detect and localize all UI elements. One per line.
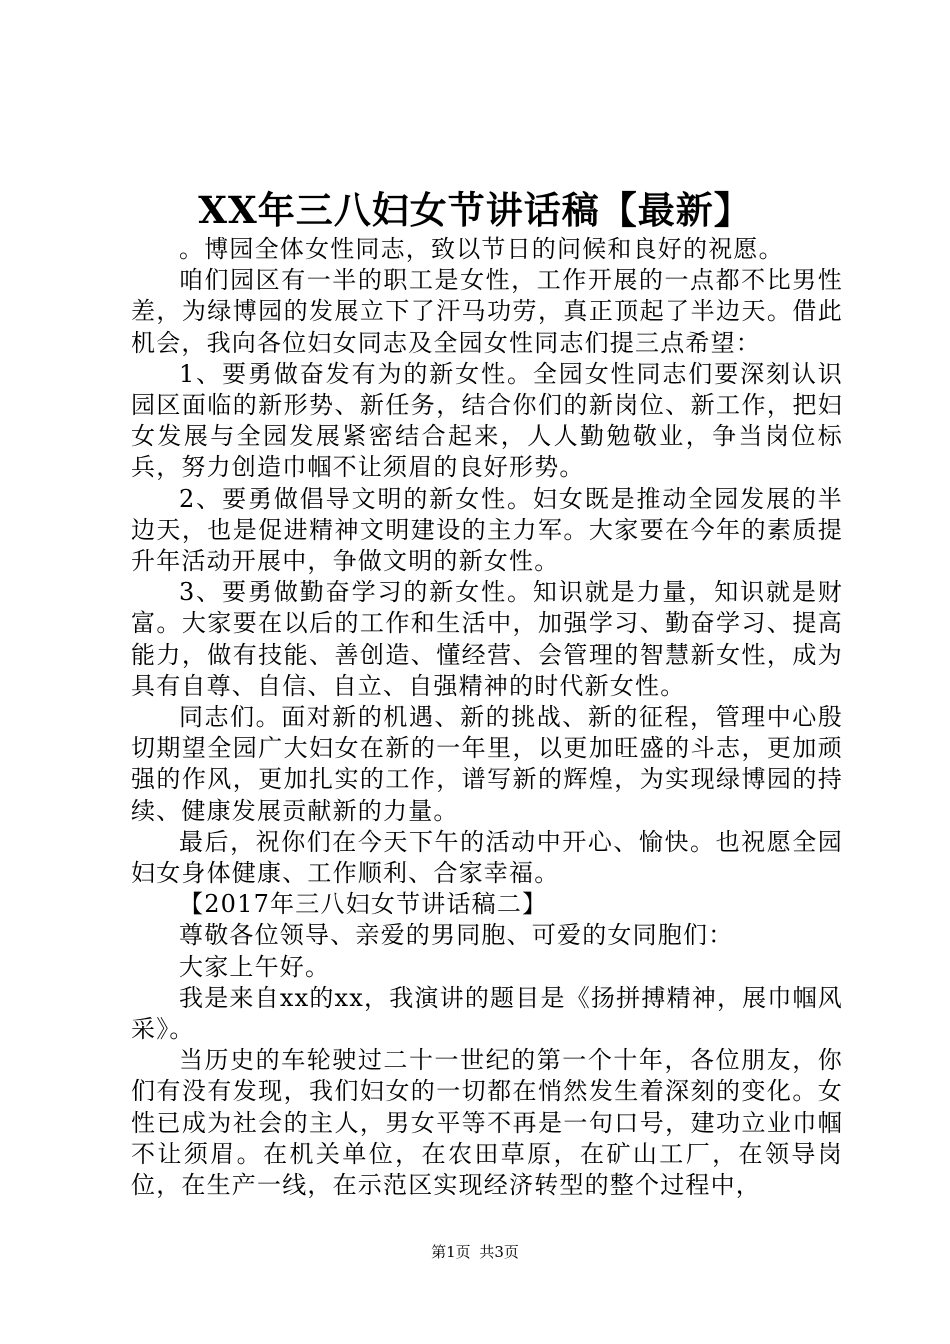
paragraph: 大家上午好。 [179,952,331,981]
page-title: XX年三八妇女节讲话稿【最新】 [198,188,752,232]
section-heading: 【2017年三八妇女节讲话稿二】 [179,890,548,919]
paragraph: 。博园全体女性同志，致以节日的问候和良好的祝愿。 [179,235,784,263]
paragraph: 同志们。面对新的机遇、新的挑战、新的征程，管理中心殷切期望全园广大妇女在新的一年里，以更加旺盛的斗志，更加顽强的作风，更加扎实的工作，谱写新的辉煌，为实现绿博园的持续、健康发展贡献新的力量。 [131,703,843,825]
page-number: 第1页 [431,1243,471,1261]
page-total: 共3页 [479,1243,519,1261]
paragraph: 咱们园区有一半的职工是女性，工作开展的一点都不比男性差，为绿博园的发展立下了汗马功劳，真正顶起了半边天。借此机会，我向各位妇女同志及全园女性同志们提三点希望： [131,266,843,357]
paragraph: 尊敬各位领导、亲爱的男同胞、可爱的女同胞们： [179,921,734,950]
paragraph: 最后，祝你们在今天下午的活动中开心、愉快。也祝愿全园妇女身体健康、工作顺利、合家幸福。 [131,827,843,888]
paragraph: 1、要勇做奋发有为的新女性。全园女性同志们要深刻认识园区面临的新形势、新任务，结合你们的新岗位、新工作，把妇女发展与全园发展紧密结合起来，人人勤勉敬业，争当岗位标兵，努力创造巾帼不让须眉的良好形势。 [131,359,843,482]
paragraph: 当历史的车轮驶过二十一世纪的第一个十年，各位朋友，你们有没有发现，我们妇女的一切都在悄然发生着深刻的变化。女性已成为社会的主人，男女平等不再是一句口号，建功立业巾帼不让须眉。在机关单位，在农田草原，在矿山工厂，在领导岗位，在生产一线，在示范区实现经济转型的整个过程中， [131,1046,843,1200]
page-footer [0,1242,950,1262]
paragraph: 3、要勇做勤奋学习的新女性。知识就是力量，知识就是财富。大家要在以后的工作和生活中，加强学习、勤奋学习、提高能力，做有技能、善创造、懂经营、会管理的智慧新女性，成为具有自尊、自信、自立、自强精神的时代新女性。 [131,578,843,700]
paragraph: 2、要勇做倡导文明的新女性。妇女既是推动全园发展的半边天，也是促进精神文明建设的主力军。大家要在今年的素质提升年活动开展中，争做文明的新女性。 [131,484,843,576]
paragraph: 我是来自xx的xx，我演讲的题目是《扬拼搏精神，展巾帼风采》。 [131,983,843,1044]
document-body [131,234,843,1201]
